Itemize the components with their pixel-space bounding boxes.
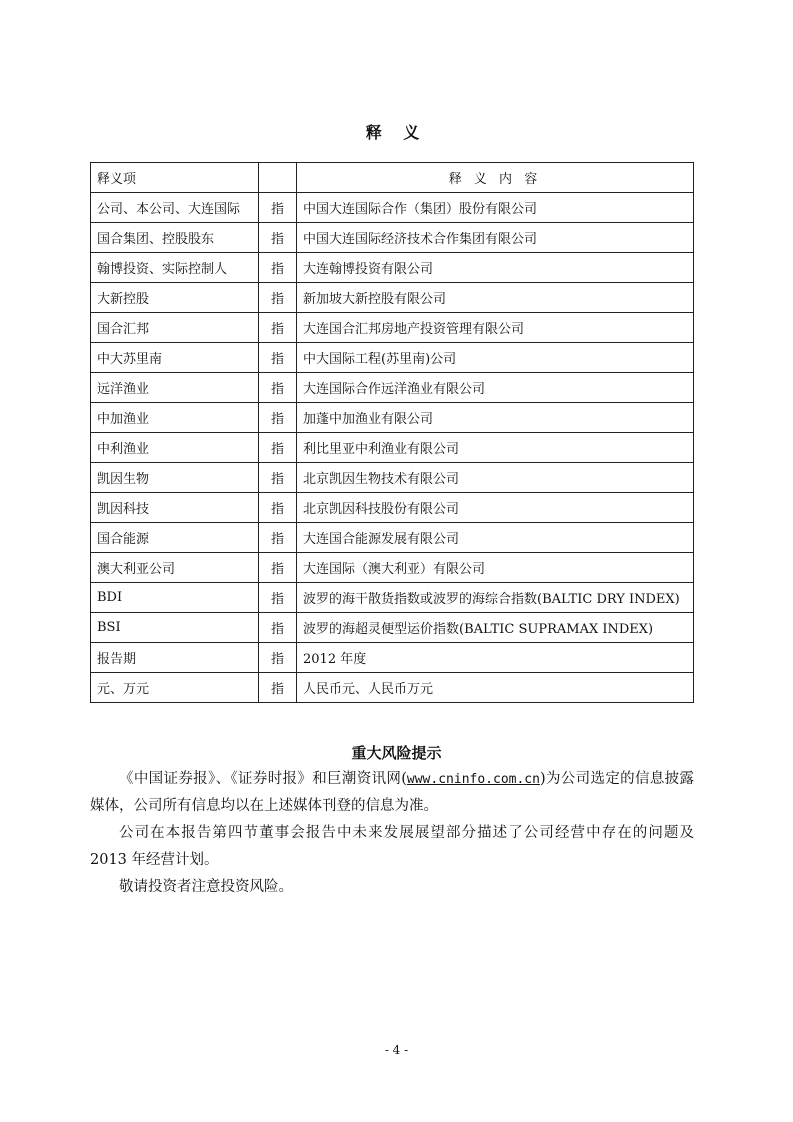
zhi-cell: 指: [259, 553, 297, 583]
zhi-cell: 指: [259, 463, 297, 493]
term-cell: 国合集团、控股股东: [91, 223, 259, 253]
term-cell: BSI: [91, 613, 259, 643]
table-row: [91, 673, 694, 703]
header-meaning: 释 义 内 容: [297, 163, 694, 193]
table-row: [91, 193, 694, 223]
risk-paragraph-2: 公司在本报告第四节董事会报告中未来发展展望部分描述了公司经营中存在的问题及 2013 年经营计划。: [90, 825, 694, 868]
table-header-row: [91, 163, 694, 193]
table-row: [91, 583, 694, 613]
header-term: 释义项: [91, 163, 259, 193]
risk-body: [90, 766, 694, 901]
table-row: [91, 403, 694, 433]
risk-p1-after: )为公司选定的信息披露媒体，公司所有信息均以在上述媒体刊登的信息为准。: [90, 771, 694, 814]
term-cell: 公司、本公司、大连国际: [91, 193, 259, 223]
term-cell: BDI: [91, 583, 259, 613]
table-row: [91, 253, 694, 283]
zhi-cell: 指: [259, 313, 297, 343]
zhi-cell: 指: [259, 613, 297, 643]
table-row: [91, 283, 694, 313]
meaning-cell: 大连翰博投资有限公司: [297, 253, 694, 283]
term-cell: 中大苏里南: [91, 343, 259, 373]
zhi-cell: 指: [259, 523, 297, 553]
risk-paragraph-3: 敬请投资者注意投资风险。: [119, 879, 293, 895]
table-row: [91, 523, 694, 553]
term-cell: 中利渔业: [91, 433, 259, 463]
term-cell: 中加渔业: [91, 403, 259, 433]
term-cell: 远洋渔业: [91, 373, 259, 403]
zhi-cell: 指: [259, 373, 297, 403]
zhi-cell: 指: [259, 343, 297, 373]
term-cell: 澳大利亚公司: [91, 553, 259, 583]
zhi-cell: 指: [259, 583, 297, 613]
table-row: [91, 373, 694, 403]
table-row: [91, 463, 694, 493]
meaning-cell: 加蓬中加渔业有限公司: [297, 403, 694, 433]
zhi-cell: 指: [259, 193, 297, 223]
zhi-cell: 指: [259, 643, 297, 673]
zhi-cell: 指: [259, 433, 297, 463]
table-row: [91, 343, 694, 373]
table-row: [91, 433, 694, 463]
term-cell: 凯因科技: [91, 493, 259, 523]
term-cell: 国合汇邦: [91, 313, 259, 343]
term-cell: 翰博投资、实际控制人: [91, 253, 259, 283]
term-cell: 报告期: [91, 643, 259, 673]
meaning-cell: 波罗的海干散货指数或波罗的海综合指数(BALTIC DRY INDEX): [297, 583, 694, 613]
meaning-cell: 利比里亚中利渔业有限公司: [297, 433, 694, 463]
risk-title: 重大风险提示: [351, 744, 442, 762]
meaning-cell: 大连国际（澳大利亚）有限公司: [297, 553, 694, 583]
risk-paragraph-1: [90, 766, 694, 820]
zhi-cell: 指: [259, 403, 297, 433]
table-row: [91, 313, 694, 343]
definitions-body: [91, 193, 694, 703]
page-title: 释 义: [365, 123, 428, 142]
meaning-cell: 中大国际工程(苏里南)公司: [297, 343, 694, 373]
meaning-cell: 波罗的海超灵便型运价指数(BALTIC SUPRAMAX INDEX): [297, 613, 694, 643]
risk-p1-before: 《中国证券报》、《证券时报》和巨潮资讯网(: [119, 771, 407, 787]
table-row: [91, 223, 694, 253]
header-zhi: [259, 163, 297, 193]
table-row: [91, 553, 694, 583]
table-row: [91, 493, 694, 523]
definitions-table: [90, 162, 694, 703]
cninfo-link[interactable]: www.cninfo.com.cn: [406, 772, 540, 787]
term-cell: 元、万元: [91, 673, 259, 703]
zhi-cell: 指: [259, 223, 297, 253]
page-number: - 4 -: [384, 1043, 409, 1057]
meaning-cell: 大连国合汇邦房地产投资管理有限公司: [297, 313, 694, 343]
meaning-cell: 新加坡大新控股有限公司: [297, 283, 694, 313]
meaning-cell: 人民币元、人民币万元: [297, 673, 694, 703]
term-cell: 国合能源: [91, 523, 259, 553]
table-row: [91, 613, 694, 643]
zhi-cell: 指: [259, 493, 297, 523]
meaning-cell: 大连国际合作远洋渔业有限公司: [297, 373, 694, 403]
meaning-cell: 中国大连国际合作（集团）股份有限公司: [297, 193, 694, 223]
zhi-cell: 指: [259, 253, 297, 283]
meaning-cell: 中国大连国际经济技术合作集团有限公司: [297, 223, 694, 253]
table-row: [91, 643, 694, 673]
meaning-cell: 大连国合能源发展有限公司: [297, 523, 694, 553]
meaning-cell: 2012 年度: [297, 643, 694, 673]
term-cell: 凯因生物: [91, 463, 259, 493]
meaning-cell: 北京凯因生物技术有限公司: [297, 463, 694, 493]
term-cell: 大新控股: [91, 283, 259, 313]
zhi-cell: 指: [259, 673, 297, 703]
meaning-cell: 北京凯因科技股份有限公司: [297, 493, 694, 523]
zhi-cell: 指: [259, 283, 297, 313]
